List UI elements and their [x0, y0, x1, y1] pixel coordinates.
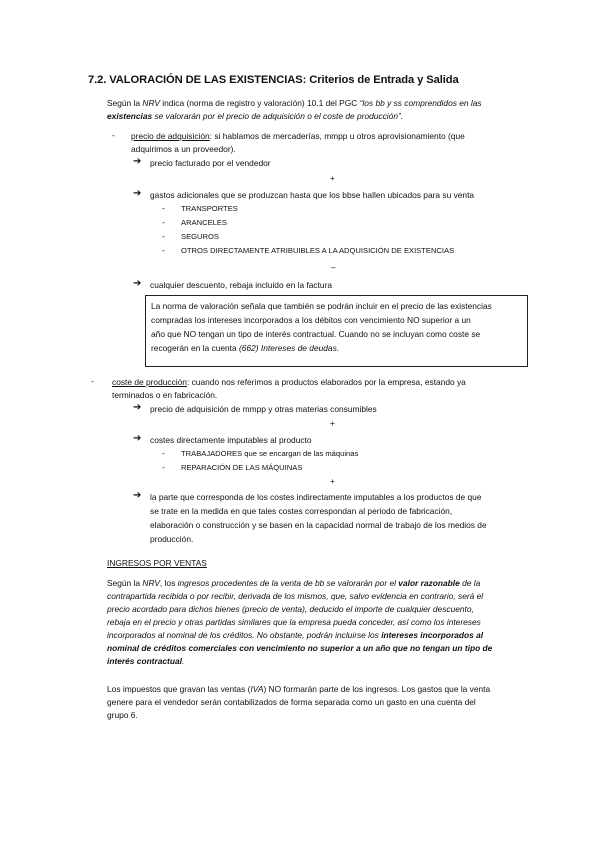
ingresos-line-4: rebaja en el precio y otras partidas similares que la empresa pueda conceder, así como los intereses [107, 617, 481, 627]
section-title [88, 74, 459, 86]
prod-item-2: REPARACIÓN DE LAS MÁQUINAS [181, 463, 303, 472]
prod-a2: costes directamente imputables al producto [150, 435, 312, 445]
intro-line-2: existencias se valorarán por el precio de adquisición o el coste de producción”. [107, 111, 404, 121]
list-dash: - [162, 203, 165, 213]
list-dash: - [162, 231, 165, 241]
ingresos-line-3: precio acordado para dichos bienes (precio de venta), deducido el importe de cualquier descuento, [107, 604, 474, 614]
title-main: 7.2. VALORACIÓN DE LAS EXISTENCIAS: [88, 74, 307, 86]
prod-a1: precio de adquisición de mmpp y otras materias consumibles [150, 404, 377, 414]
plus-sign: + [330, 476, 335, 486]
arrow-icon: ➔ [133, 490, 142, 501]
minus-sign: – [331, 262, 336, 272]
prod-a3-line-3: elaboración o construcción y se basen en la capacidad normal de trabajo de los medios de [150, 520, 487, 530]
ingresos-line-1: Según la NRV, los ingresos procedentes de la venta de bb se valorarán por el valor razonable de la [107, 578, 481, 588]
bullet-prod: - [91, 376, 94, 386]
prod-a3-line-4: producción. [150, 534, 194, 544]
arrow-icon: ➔ [133, 402, 142, 413]
note-line-2: compradas los intereses incorporados a los débitos con vencimiento NO superior a un [151, 315, 471, 325]
iva-line-3: grupo 6. [107, 710, 138, 720]
ingresos-line-6: nominal de créditos comerciales con vencimiento no superior a un año que no tengan un tipo de [107, 643, 493, 653]
ingresos-line-2: contrapartida recibida o por recibir, derivada de los mismos, que, salvo evidencia en contrario, será el [107, 591, 484, 601]
adq-item-4: OTROS DIRECTAMENTE ATRIBUIBLES A LA ADQUISICIÓN DE EXISTENCIAS [181, 246, 455, 255]
plus-sign: + [330, 173, 335, 183]
prod-a3-line-2: se trate en la medida en que tales costes correspondan al periodo de fabricación, [150, 506, 453, 516]
prod-line-2: terminados o en fabricación. [112, 390, 218, 400]
iva-line-2: genere para el vendedor serán contabilizados de forma separada como un gasto en una cuenta del [107, 697, 476, 707]
adq-line-1: precio de adquisición: si hablamos de mercaderías, mmpp u otros aprovisionamiento (que [131, 131, 465, 141]
ingresos-line-7: interés contractual. [107, 656, 185, 666]
adq-a2: gastos adicionales que se produzcan hasta que los bbse hallen ubicados para su venta [150, 190, 475, 200]
note-line-3: año que NO tengan un tipo de interés contractual. Cuando no se incluyan como coste se [151, 329, 481, 339]
adq-item-3: SEGUROS [181, 232, 219, 241]
adq-term: precio de adquisición [131, 131, 210, 141]
note-line-1: La norma de valoración señala que también se podrán incluir en el precio de las existencias [151, 301, 492, 311]
adq-a3: cualquier descuento, rebaja incluido en la factura [150, 280, 333, 290]
list-dash: - [162, 217, 165, 227]
bullet-adq: - [112, 130, 115, 140]
note-line-4: recogerán en la cuenta (662) Intereses de deudas. [151, 343, 340, 353]
intro-line-1: Según la NRV indica (norma de registro y valoración) 10.1 del PGC “los bb y ss comprendidos en las [107, 98, 482, 108]
plus-sign: + [330, 418, 335, 428]
adq-item-2: ARANCELES [181, 218, 228, 227]
arrow-icon: ➔ [133, 188, 142, 199]
iva-line-1: Los impuestos que gravan las ventas (IVA) NO formarán parte de los ingresos. Los gastos que la venta [107, 684, 491, 694]
ingresos-line-5: incorporados al nominal de los créditos. No obstante, podrán incluirse los intereses incorporados al [107, 630, 484, 640]
prod-line-1: coste de producción: cuando nos referimos a productos elaborados por la empresa, estando ya [112, 377, 466, 387]
arrow-icon: ➔ [133, 433, 142, 444]
arrow-icon: ➔ [133, 278, 142, 289]
list-dash: - [162, 462, 165, 472]
ingresos-heading: INGRESOS POR VENTAS [107, 558, 207, 568]
prod-a3-line-1: la parte que corresponda de los costes indirectamente imputables a los productos de que [150, 492, 482, 502]
list-dash: - [162, 448, 165, 458]
arrow-icon: ➔ [133, 156, 142, 167]
adq-line-2: adquirimos a un proveedor). [131, 144, 236, 154]
adq-item-1: TRANSPORTES [181, 204, 238, 213]
prod-term: coste de producción [112, 377, 187, 387]
adq-a1: precio facturado por el vendedor [150, 158, 271, 168]
list-dash: - [162, 245, 165, 255]
prod-item-1: TRABAJADORES que se encargan de las máquinas [181, 449, 359, 458]
title-sub: Criterios de Entrada y Salida [306, 74, 459, 86]
